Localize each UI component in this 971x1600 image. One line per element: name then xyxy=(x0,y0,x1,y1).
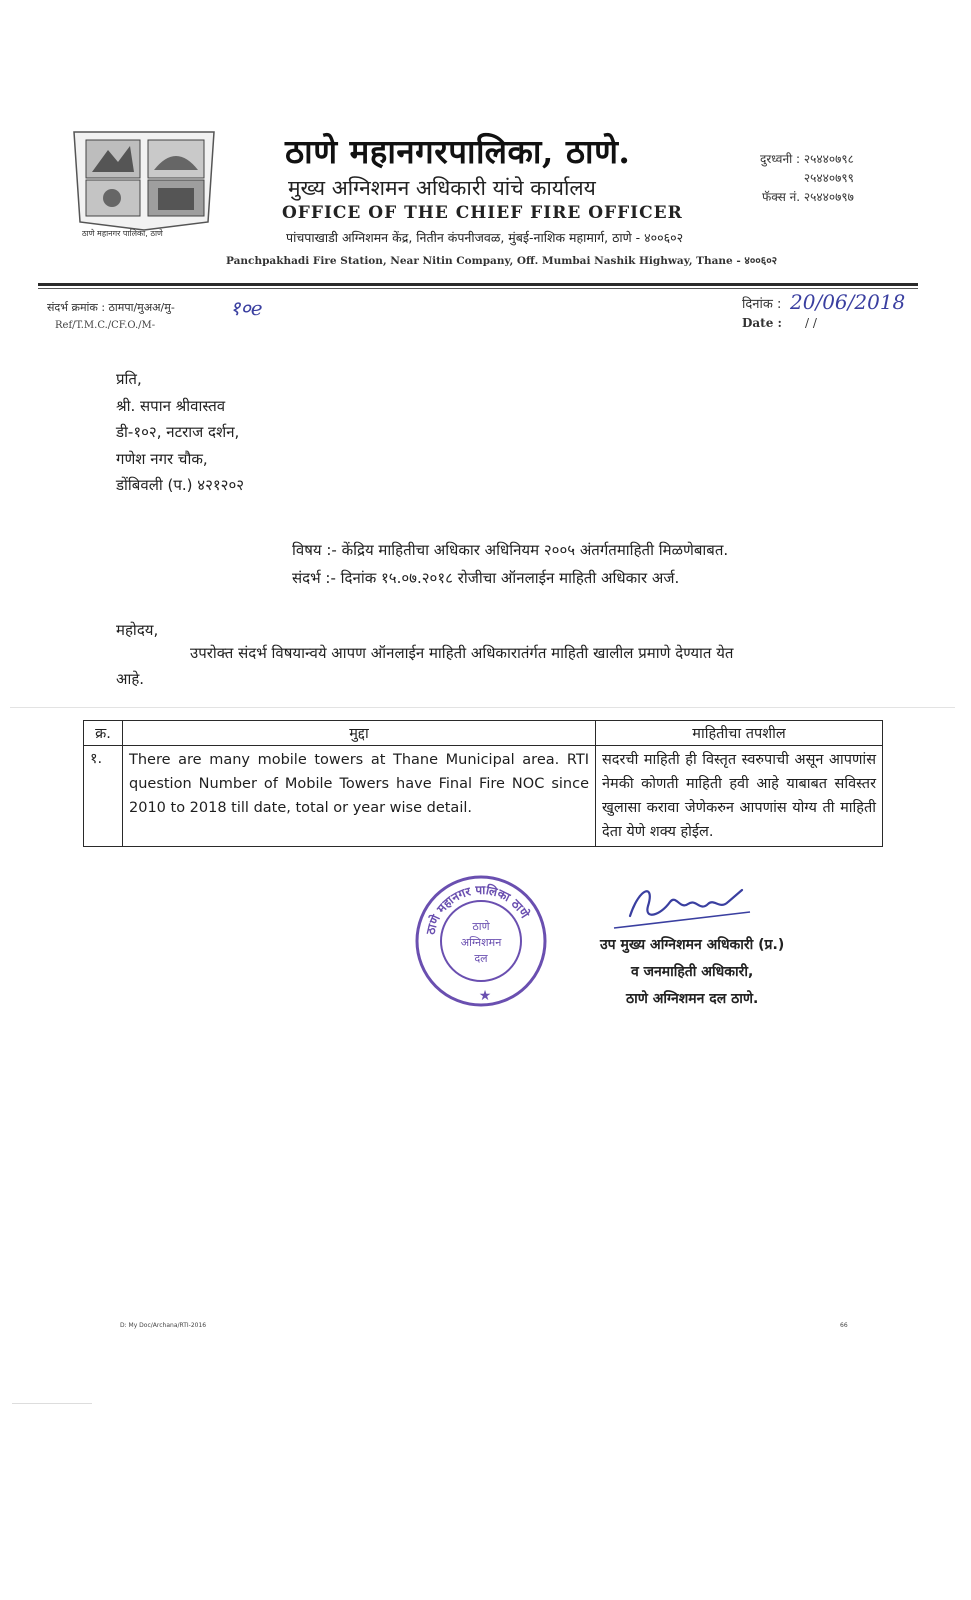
svg-text:दल: दल xyxy=(474,952,488,965)
header-issue: मुद्दा xyxy=(123,721,596,746)
svg-text:अग्निशमन: अग्निशमन xyxy=(460,936,502,949)
fax-number: २५४४०७९७ xyxy=(803,190,854,204)
salutation: महोदय, xyxy=(116,621,159,639)
scan-artifact-line xyxy=(10,707,955,708)
row-serial: १. xyxy=(84,746,123,847)
handwritten-signature xyxy=(610,876,760,936)
date-label-marathi: दिनांक : xyxy=(742,297,782,312)
official-seal-stamp xyxy=(412,872,550,1010)
svg-text:★: ★ xyxy=(478,988,492,1004)
municipal-emblem-logo xyxy=(68,122,220,234)
header-serial: क्र. xyxy=(84,721,123,746)
subject-reference-line: संदर्भ :- दिनांक १५.०७.२०१८ रोजीचा ऑनलाईन माहिती अधिकार अर्ज. xyxy=(292,569,680,587)
handwritten-date: 20/06/2018 xyxy=(790,290,906,314)
logo-caption: ठाणे महानगर पालिका, ठाणे xyxy=(82,229,163,238)
recipient-address xyxy=(116,366,244,499)
fax-label: फॅक्स नं. xyxy=(761,190,801,204)
footer-file-path: D: My Doc/Archana/RTI-2016 xyxy=(120,1322,207,1329)
signatory-block xyxy=(600,932,784,1013)
subject-line: विषय :- केंद्रिय माहितीचा अधिकार अधिनियम २००५ अंतर्गतमाहिती मिळणेबाबत. xyxy=(292,541,729,559)
svg-text:ठाणे: ठाणे xyxy=(472,920,490,933)
svg-text:ठाणे महानगर पालिका ठाणे: ठाणे महानगर पालिका ठाणे xyxy=(423,882,532,936)
office-name-marathi: मुख्य अग्निशमन अधिकारी यांचे कार्यालय xyxy=(288,176,596,200)
scan-artifact-line xyxy=(12,1403,92,1404)
information-table xyxy=(83,720,883,847)
table-header-row xyxy=(84,721,883,746)
table-row xyxy=(84,746,883,847)
phone-number-2: २५४४०७९९ xyxy=(803,171,854,185)
address-english: Panchpakhadi Fire Station, Near Nitin Company, Off. Mumbai Nashik Highway, Thane - ४००६०२ xyxy=(226,255,778,267)
body-paragraph-line-1: उपरोक्त संदर्भ विषयान्वये आपण ऑनलाईन माहिती अधिकारातंर्गत माहिती खालील प्रमाणे देण्यात येत xyxy=(190,644,734,662)
signatory-title-2: व जनमाहिती अधिकारी, xyxy=(630,964,754,980)
handwritten-reference-number: १०e xyxy=(230,296,263,320)
contact-block xyxy=(760,150,854,207)
letterhead-divider-thin xyxy=(38,288,918,289)
date-label-english: Date : xyxy=(742,316,782,330)
row-answer: सदरची माहिती ही विस्तृत स्वरुपाची असून आपणांस नेमकी कोणती माहिती हवी आहे याबाबत सविस्तर खुलासा करावा जेणेकरुन आपणांस योग्य ती माहिती देता येणे शक्य होईल. xyxy=(596,746,883,847)
reference-label-marathi: संदर्भ क्रमांक : ठामपा/मुअअ/मु- xyxy=(47,301,175,314)
reference-label-english: Ref/T.M.C./CF.O./M- xyxy=(55,320,156,331)
letterhead-divider xyxy=(38,283,918,286)
recipient-line: डी-१०२, नटराज दर्शन, xyxy=(116,423,240,441)
phone-number-1: २५४४०७९८ xyxy=(803,152,854,166)
footer-page-number: 66 xyxy=(840,1322,848,1329)
body-paragraph-line-2: आहे. xyxy=(116,670,145,688)
recipient-line: प्रति, xyxy=(116,370,142,388)
address-marathi: पांचपाखाडी अग्निशमन केंद्र, नितीन कंपनीजवळ, मुंबई-नाशिक महामार्ग, ठाणे - ४००६०२ xyxy=(286,230,684,245)
office-name-english: OFFICE OF THE CHIEF FIRE OFFICER xyxy=(282,203,683,223)
signatory-title-3: ठाणे अग्निशमन दल ठाणे. xyxy=(625,991,759,1007)
phone-label: दुरध्वनी : xyxy=(760,152,801,166)
recipient-line: डोंबिवली (प.) ४२१२०२ xyxy=(116,476,245,494)
organization-name: ठाणे महानगरपालिका, ठाणे. xyxy=(285,132,631,171)
recipient-line: गणेश नगर चौक, xyxy=(116,449,208,468)
date-placeholder: / / xyxy=(805,316,817,330)
signatory-title-1: उप मुख्य अग्निशमन अधिकारी (प्र.) xyxy=(600,937,785,953)
header-details: माहितीचा तपशील xyxy=(596,721,883,746)
recipient-line: श्री. सपान श्रीवास्तव xyxy=(116,396,226,415)
row-question: There are many mobile towers at Thane Municipal area. RTI question Number of Mobile Towers have Final Fire NOC since 2010 to 2018 till date, total or year wise detail. xyxy=(123,746,596,847)
